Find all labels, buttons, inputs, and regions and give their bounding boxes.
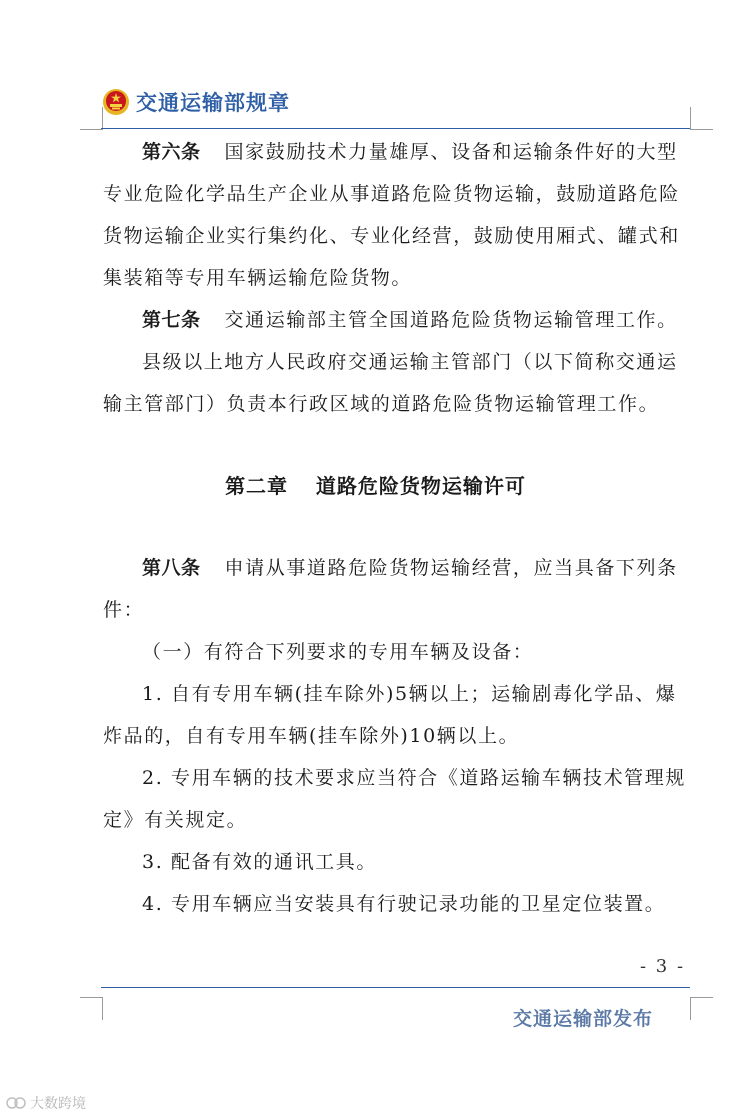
watermark — [6, 1093, 86, 1113]
chapter-heading — [0, 470, 751, 499]
article-8-line-1 — [142, 556, 678, 580]
article-8-label: 第八条 — [142, 557, 201, 579]
article-7-para2-line-1: 县级以上地方人民政府交通运输主管部门（以下简称交通运 — [142, 351, 678, 373]
crop-mark-top-left — [80, 107, 103, 130]
article-8-text: 申请从事道路危险货物运输经营，应当具备下列条 — [224, 557, 678, 579]
article-8-sub-2-line-2: 定》有关规定。 — [103, 809, 248, 831]
article-6-line-4: 集装箱等专用车辆运输危险货物。 — [103, 267, 413, 289]
crop-mark-bottom-left — [80, 997, 103, 1020]
article-8-sub-4: 4. 专用车辆应当安装具有行驶记录功能的卫星定位装置。 — [142, 893, 666, 915]
page-number: - 3 - — [640, 956, 686, 977]
article-7-text: 交通运输部主管全国道路危险货物运输管理工作。 — [224, 309, 678, 331]
article-7-line-1 — [142, 308, 678, 332]
article-8-sub-2-line-1: 2. 专用车辆的技术要求应当符合《道路运输车辆技术管理规 — [142, 767, 686, 789]
article-6-line-2: 专业危险化学品生产企业从事道路危险货物运输，鼓励道路危险 — [103, 183, 680, 205]
chapter-number: 第二章 — [225, 474, 289, 498]
header-rule — [101, 128, 690, 129]
article-7-label: 第七条 — [142, 309, 201, 331]
article-6-text: 国家鼓励技术力量雄厚、设备和运输条件好的大型 — [224, 141, 678, 163]
article-7-para2-line-2: 输主管部门）负责本行政区域的道路危险货物运输管理工作。 — [103, 393, 660, 415]
footer-rule — [101, 987, 690, 988]
footer-publisher: 交通运输部发布 — [513, 1008, 654, 1030]
article-8-sub-1-line-1: 1. 自有专用车辆(挂车除外)5辆以上；运输剧毒化学品、爆 — [142, 683, 677, 705]
article-8-sub-3: 3. 配备有效的通讯工具。 — [142, 851, 377, 873]
header-title: 交通运输部规章 — [136, 90, 290, 115]
page-header — [102, 84, 290, 120]
article-8-sub-1-line-2: 炸品的，自有专用车辆(挂车除外)10辆以上。 — [103, 725, 520, 747]
crop-mark-top-right — [690, 107, 713, 130]
article-8-line-2: 件： — [103, 599, 145, 621]
article-8-item-1: （一）有符合下列要求的专用车辆及设备： — [142, 641, 534, 663]
watermark-logo-icon — [6, 1095, 26, 1111]
article-6-line-3: 货物运输企业实行集约化、专业化经营，鼓励使用厢式、罐式和 — [103, 225, 680, 247]
article-6-label: 第六条 — [142, 141, 201, 163]
article-6-line-1 — [142, 140, 678, 164]
chapter-title: 道路危险货物运输许可 — [315, 474, 526, 498]
national-emblem-icon — [102, 88, 130, 116]
crop-mark-bottom-right — [690, 997, 713, 1020]
watermark-text: 大数跨境 — [30, 1096, 86, 1112]
